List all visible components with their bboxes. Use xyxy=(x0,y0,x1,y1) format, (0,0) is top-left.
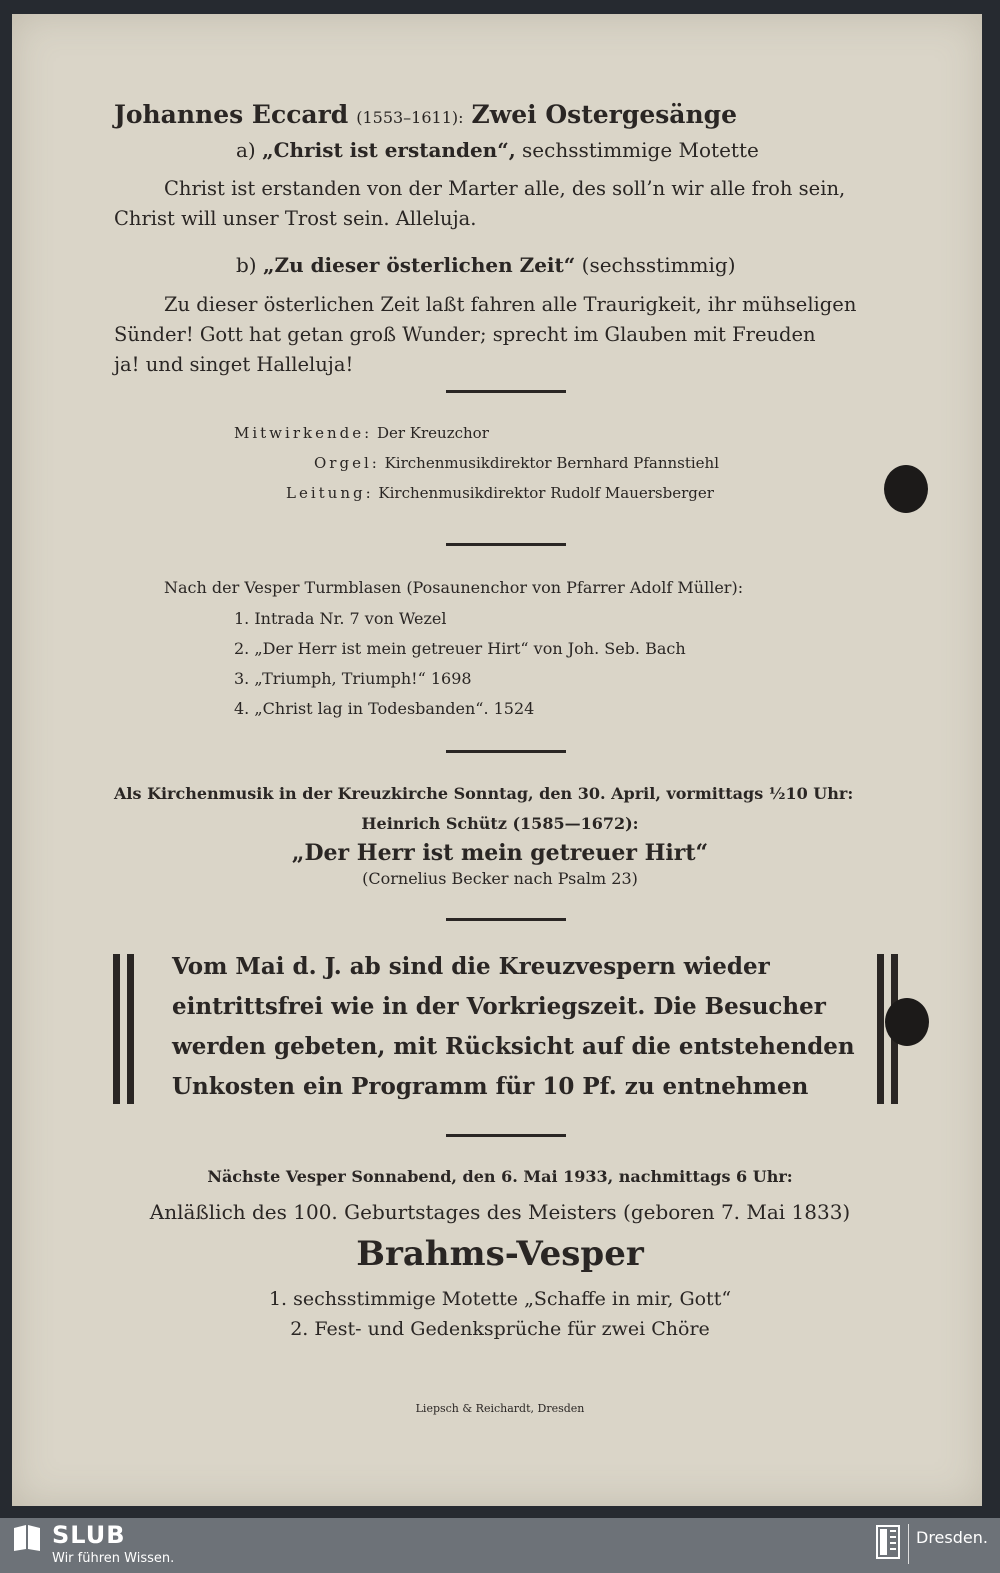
church-music-title: „Der Herr ist mein getreuer Hirt“ xyxy=(291,840,709,866)
motet-a-desc: sechsstimmige Motette xyxy=(522,138,759,162)
motet-a-text-2: Christ will unser Trost sein. Alleluja. xyxy=(114,207,477,230)
composer-years: (1553–1611): xyxy=(356,108,464,127)
church-music-line: Als Kirchenmusik in der Kreuzkirche Sonntag, den 30. April, vormittags ½10 Uhr: xyxy=(114,784,854,803)
composer-name: Johannes Eccard xyxy=(114,100,349,129)
motet-a-name: „Christ ist erstanden“, xyxy=(262,138,516,162)
dresden-crest-icon xyxy=(876,1525,900,1559)
punch-hole xyxy=(884,465,928,513)
tower-item: 1. Intrada Nr. 7 von Wezel xyxy=(234,609,447,628)
slub-tagline: Wir führen Wissen. xyxy=(52,1551,175,1566)
notice-bar xyxy=(127,954,134,1104)
notice-line: eintrittsfrei wie in der Vorkriegszeit. Die Besucher xyxy=(172,993,826,1020)
notice-line: werden gebeten, mit Rücksicht auf die entstehenden xyxy=(172,1033,855,1060)
motet-b-text-2: Sünder! Gott hat getan groß Wunder; sprecht im Glauben mit Freuden xyxy=(114,323,816,346)
performer-organ xyxy=(314,454,719,472)
organ-value: Kirchenmusikdirektor Bernhard Pfannstiehl xyxy=(384,454,720,472)
motet-b-title xyxy=(236,253,736,277)
choir-label: Mitwirkende: xyxy=(234,424,373,442)
leader-label: Leitung: xyxy=(286,484,374,502)
choir-value: Der Kreuzchor xyxy=(376,424,489,442)
notice-line: Vom Mai d. J. ab sind die Kreuzvespern wieder xyxy=(172,953,770,980)
punch-hole xyxy=(885,998,929,1046)
eccard-heading xyxy=(114,100,737,129)
leader-value: Kirchenmusikdirektor Rudolf Mauersberger xyxy=(378,484,714,502)
viewer-footer xyxy=(0,1518,1000,1573)
motet-b-text-3: ja! und singet Halleluja! xyxy=(114,353,354,376)
tower-heading: Nach der Vesper Turmblasen (Posaunenchor von Pfarrer Adolf Müller): xyxy=(164,578,744,597)
motet-a-title xyxy=(236,138,759,162)
performer-leader xyxy=(286,484,714,502)
tower-item: 2. „Der Herr ist mein getreuer Hirt“ von Joh. Seb. Bach xyxy=(234,639,686,658)
divider xyxy=(446,543,566,546)
tower-item: 3. „Triumph, Triumph!“ 1698 xyxy=(234,669,472,688)
notice-bar xyxy=(877,954,884,1104)
footer-separator xyxy=(908,1524,909,1564)
organ-label: Orgel: xyxy=(314,454,380,472)
printer-imprint: Liepsch & Reichardt, Dresden xyxy=(415,1402,585,1415)
motet-a-text-1: Christ ist erstanden von der Marter alle, des soll’n wir alle froh sein, xyxy=(164,177,846,200)
dresden-brand[interactable]: Dresden. xyxy=(916,1528,988,1547)
church-music-composer: Heinrich Schütz (1585—1672): xyxy=(361,814,639,833)
divider xyxy=(446,918,566,921)
brahms-item: 1. sechsstimmige Motette „Schaffe in mir, Gott“ xyxy=(268,1288,732,1310)
divider xyxy=(446,390,566,393)
motet-b-text-1: Zu dieser österlichen Zeit laßt fahren alle Traurigkeit, ihr mühseligen xyxy=(164,293,857,316)
church-music-subtitle: (Cornelius Becker nach Psalm 23) xyxy=(362,869,638,888)
notice-bar xyxy=(113,954,120,1104)
divider xyxy=(446,1134,566,1137)
next-vesper-occasion: Anläßlich des 100. Geburtstages des Meisters (geboren 7. Mai 1833) xyxy=(149,1200,851,1224)
motet-a-label: a) xyxy=(236,138,256,162)
performer-choir xyxy=(234,424,489,442)
notice-line: Unkosten ein Programm für 10 Pf. zu entnehmen xyxy=(172,1073,809,1100)
document-page xyxy=(12,14,982,1506)
brahms-item: 2. Fest- und Gedenksprüche für zwei Chöre xyxy=(290,1318,710,1340)
book-icon[interactable] xyxy=(12,1524,42,1552)
brahms-vesper-title: Brahms-Vesper xyxy=(356,1234,644,1274)
work-title: Zwei Ostergesänge xyxy=(471,100,738,129)
next-vesper-line: Nächste Vesper Sonnabend, den 6. Mai 1933, nachmittags 6 Uhr: xyxy=(207,1167,793,1186)
motet-b-label: b) xyxy=(236,253,257,277)
divider xyxy=(446,750,566,753)
tower-item: 4. „Christ lag in Todesbanden“. 1524 xyxy=(234,699,535,718)
motet-b-name: „Zu dieser österlichen Zeit“ xyxy=(262,253,576,277)
slub-brand[interactable]: SLUB xyxy=(52,1521,126,1549)
motet-b-desc: (sechsstimmig) xyxy=(581,253,736,277)
